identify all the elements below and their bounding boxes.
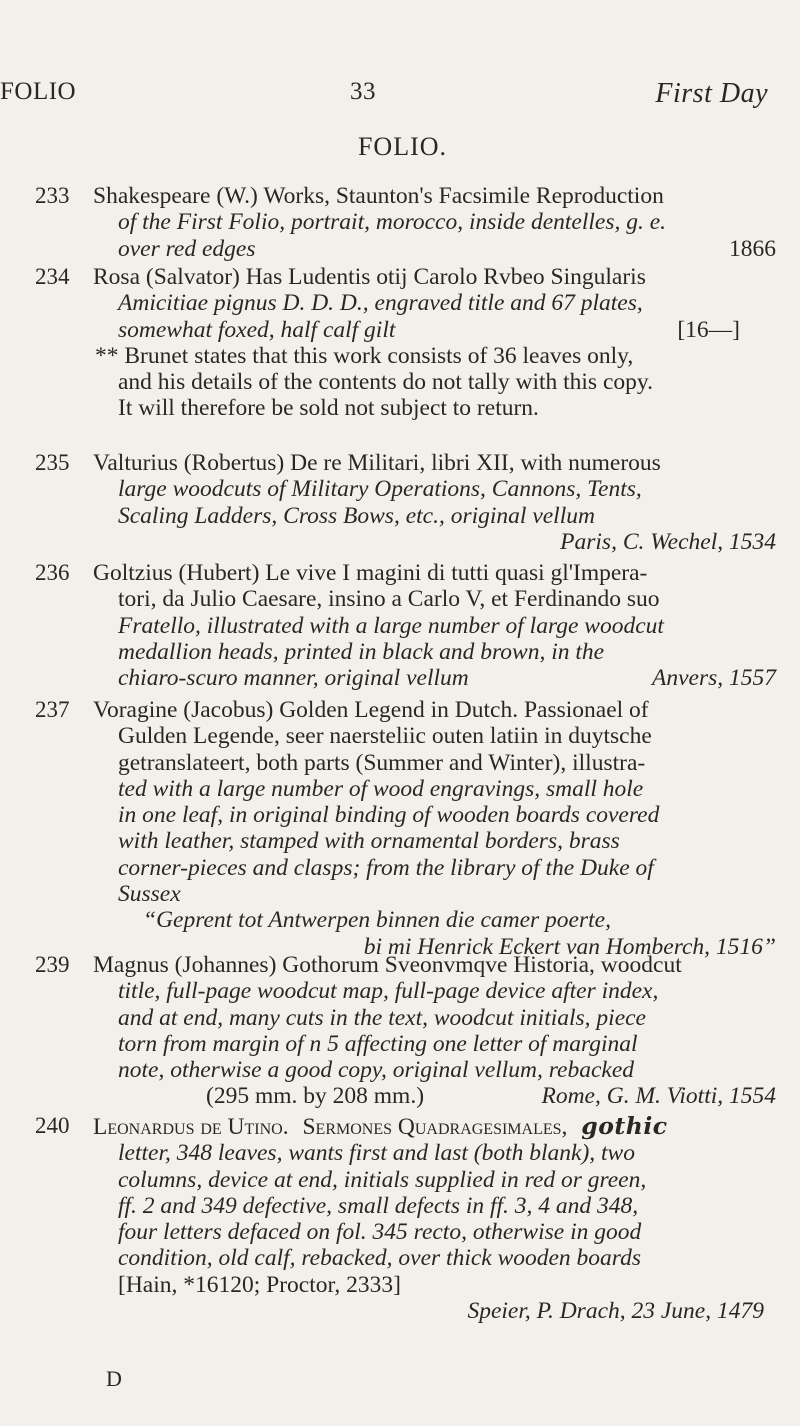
lot-line: note, otherwise a good copy, original vellum, rebacked (118, 1057, 635, 1084)
lot-imprint: Speier, P. Drach, 23 June, 1479 (467, 1298, 764, 1325)
lot-line: in one leaf, in original binding of wooden boards covered (118, 802, 660, 829)
lot-description (93, 952, 776, 1110)
lot-number: 236 (35, 560, 70, 585)
lot-line (93, 317, 776, 343)
lot-imprint: Paris, C. Wechel, 1534 (560, 528, 776, 555)
lot-title: Sermones Quadragesimales, (302, 1114, 568, 1140)
lot-line: letter, 348 leaves, wants first and last (both blank), two (118, 1140, 635, 1167)
lot-line: Fratello, illustrated with a large number of large woodcut (118, 612, 664, 639)
lot-line: Valturius (Robertus) De re Militari, libri XII, with numerous (93, 450, 661, 476)
lot-line (93, 665, 776, 691)
lot-imprint: Rome, G. M. Viotti, 1554 (541, 1083, 776, 1110)
lot-line: Voragine (Jacobus) Golden Legend in Dutch. Passionael of (93, 697, 649, 723)
lot-number: 234 (35, 264, 70, 289)
lot-number: 239 (35, 952, 70, 977)
lot-line: ted with a large number of wood engravings, small hole (118, 775, 644, 802)
lot-imprint: Anvers, 1557 (651, 665, 776, 692)
lot-line: Sussex (118, 881, 181, 908)
lot-line: corner-pieces and clasps; from the library of the Duke of (118, 854, 654, 881)
lot-line: Gulden Legende, seer naersteliic outen latiin in duytsche (118, 723, 652, 750)
lot-line: torn from margin of n 5 affecting one letter of marginal (118, 1030, 638, 1057)
lot-line-text: chiaro-scuro manner, original vellum (118, 665, 469, 692)
lot-note: and his details of the contents do not tally with this copy. (118, 369, 653, 396)
lot-description (93, 183, 776, 262)
lot-description (93, 697, 776, 960)
lot-line: large woodcuts of Military Operations, Cannons, Tents, (118, 476, 642, 503)
lot-description (93, 450, 776, 555)
lot-colophon: bi mi Henrick Eckert van Homberch, 1516” (363, 933, 776, 960)
lot-line: ff. 2 and 349 defective, small defects in ff. 3, 4 and 348, (118, 1192, 639, 1219)
lot-description (93, 560, 776, 691)
section-title: FOLIO. (357, 132, 448, 161)
page-number: 33 (350, 78, 376, 105)
lot-line: Amicitiae pignus D. D. D., engraved title and 67 plates, (118, 290, 643, 317)
lot-line: of the First Folio, portrait, morocco, inside dentelles, g. e. (118, 209, 667, 236)
lot-line: title, full-page woodcut map, full-page device after index, (118, 978, 659, 1005)
lot-line: Magnus (Johannes) Gothorum Sveonvmqve Historia, woodcut (93, 952, 682, 978)
lot-number: 240 (35, 1113, 70, 1138)
running-head-day: First Day (655, 78, 768, 109)
lot-colophon: “Geprent tot Antwerpen binnen die camer poerte, (143, 907, 611, 934)
signature-mark: D (106, 1366, 122, 1391)
lot-line: medallion heads, printed in black and brown, in the (118, 638, 605, 665)
lot-line (93, 1113, 776, 1140)
lot-line: with leather, stamped with ornamental borders, brass (118, 828, 620, 855)
lot-note: ** Brunet states that this work consists of 36 leaves only, (95, 342, 634, 369)
lot-line (93, 1083, 776, 1109)
lot-line: columns, device at end, initials supplied in red or green, (118, 1166, 647, 1193)
lot-line: tori, da Julio Caesare, insino a Carlo V, et Ferdinando suo (118, 586, 660, 613)
running-head-section: FOLIO (0, 78, 77, 105)
lot-size: (295 mm. by 208 mm.) (206, 1083, 425, 1110)
lot-number: 237 (35, 697, 70, 722)
lot-number: 233 (35, 183, 70, 208)
lot-gothic-label: gothic (581, 1112, 668, 1140)
lot-description (93, 264, 776, 422)
lot-description (93, 1113, 776, 1324)
lot-line: Goltzius (Hubert) Le vive I magini di tutti quasi gl'Impera- (93, 560, 648, 586)
lot-line: Shakespeare (W.) Works, Staunton's Facsimile Reproduction (93, 183, 664, 209)
lot-line: getranslateert, both parts (Summer and Winter), illustra- (118, 749, 646, 776)
lot-number: 235 (35, 450, 70, 475)
lot-reference: [Hain, *16120; Proctor, 2333] (118, 1271, 401, 1298)
lot-line: condition, old calf, rebacked, over thick wooden boards (118, 1245, 641, 1272)
lot-line-text: over red edges (118, 235, 256, 262)
lot-note: It will therefore be sold not subject to return. (118, 395, 539, 422)
lot-line: and at end, many cuts in the text, woodcut initials, piece (118, 1004, 646, 1031)
running-head (0, 78, 800, 112)
lot-author: Leonardus de Utino. (93, 1114, 289, 1140)
lot-date: [16—] (677, 316, 740, 343)
lot-line: Rosa (Salvator) Has Ludentis otij Carolo Rvbeo Singularis (93, 264, 646, 290)
lot-line-text: somewhat foxed, half calf gilt (118, 316, 396, 343)
lot-line: Scaling Ladders, Cross Bows, etc., original vellum (118, 502, 595, 529)
lot-line (93, 236, 776, 262)
lot-date: 1866 (729, 235, 776, 262)
lot-line: four letters defaced on fol. 345 recto, otherwise in good (118, 1219, 642, 1246)
